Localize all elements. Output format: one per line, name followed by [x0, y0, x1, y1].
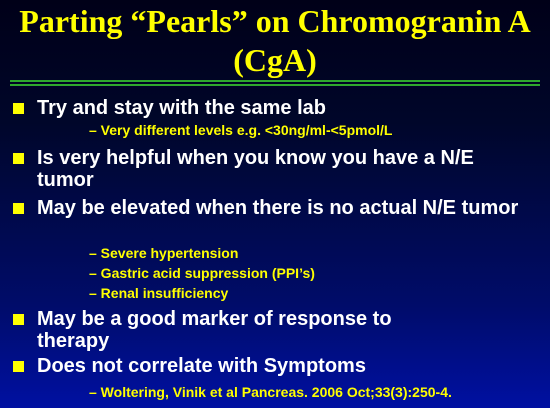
bullet-1-sub-1: – Very different levels e.g. <30ng/ml-<5pmol/L: [89, 122, 393, 138]
bullet-3-sub-1: – Severe hypertension: [89, 245, 239, 261]
title-divider-top: [10, 80, 540, 82]
bullet-3-text: May be elevated when there is no actual N/E tumor: [37, 197, 519, 219]
bullet-square-icon: [13, 314, 24, 325]
bullet-3-sub-2: – Gastric acid suppression (PPI’s): [89, 265, 315, 281]
bullet-square-icon: [13, 203, 24, 214]
bullet-5-text: Does not correlate with Symptoms: [37, 355, 366, 377]
bullet-1-text: Try and stay with the same lab: [37, 97, 326, 119]
bullet-2-text: Is very helpful when you know you have a N/E tumor: [37, 147, 474, 191]
bullet-5-sub-1: – Woltering, Vinik et al Pancreas. 2006 Oct;33(3):250-4.: [89, 384, 452, 400]
title-divider-bottom: [10, 84, 540, 86]
bullet-3-sub-3: – Renal insufficiency: [89, 285, 229, 301]
bullet-4-text: May be a good marker of response to therapy: [37, 308, 392, 352]
bullet-square-icon: [13, 361, 24, 372]
slide-title: Parting “Pearls” on Chromogranin A (CgA): [19, 3, 531, 78]
bullet-square-icon: [13, 103, 24, 114]
bullet-square-icon: [13, 153, 24, 164]
